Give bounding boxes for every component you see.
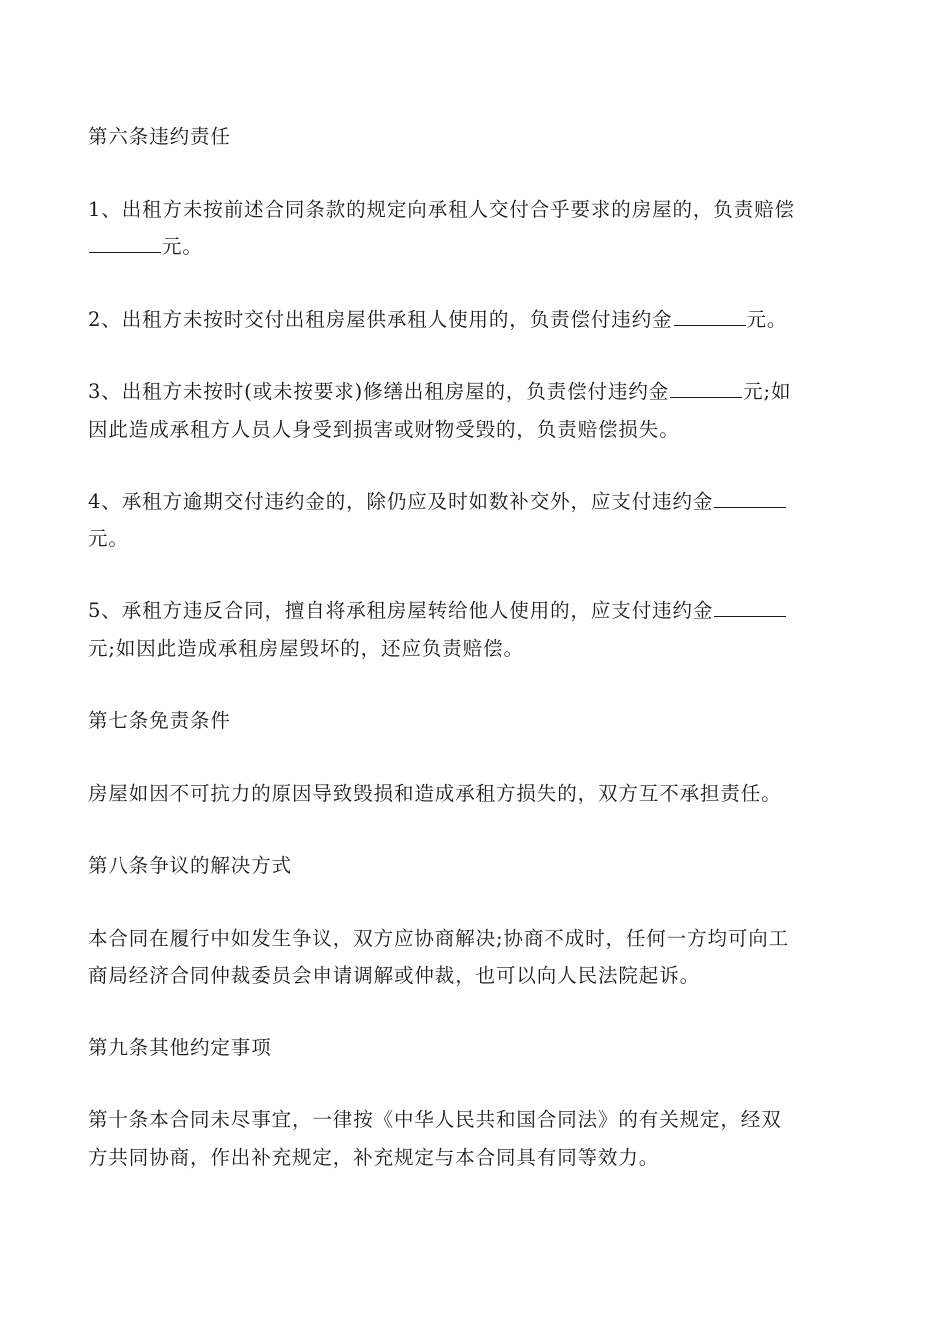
amount-blank <box>670 383 742 398</box>
article-10-line-1: 第十条本合同未尽事宜，一律按《中华人民共和国合同法》的有关规定，经双 <box>88 1108 782 1131</box>
article-6-item-3-line-2: 因此造成承租方人员人身受到损害或财物受毁的，负责赔偿损失。 <box>88 418 680 441</box>
article-6-item-5-line-2: 元;如因此造成承租房屋毁坏的，还应负责赔偿。 <box>88 637 524 660</box>
article-6-item-4-line-1 <box>88 482 787 522</box>
unit-text: 元。 <box>162 235 203 258</box>
unit-text: 元。 <box>746 308 788 331</box>
amount-blank <box>714 602 786 617</box>
article-6-item-4-line-2: 元。 <box>88 527 129 550</box>
article-6-item-1-line-2 <box>88 227 203 267</box>
article-6-title: 第六条违约责任 <box>88 125 231 148</box>
item-text: 4、承租方逾期交付违约金的，除仍应及时如数补交外，应支付违约金 <box>88 490 714 513</box>
amount-blank <box>674 311 746 326</box>
article-7-title: 第七条免责条件 <box>88 709 231 732</box>
article-6-item-5-line-1 <box>88 591 787 631</box>
item-text: 3、出租方未按时(或未按要求)修缮出租房屋的，负责偿付违约金 <box>88 380 670 403</box>
item-text: 2、出租方未按时交付出租房屋供承租人使用的，负责偿付违约金 <box>88 308 673 331</box>
unit-text: 元;如 <box>743 380 792 403</box>
article-6-item-2 <box>88 300 787 340</box>
article-8-body-line-1: 本合同在履行中如发生争议，双方应协商解决;协商不成时，任何一方均可向工 <box>88 927 790 950</box>
amount-blank <box>89 238 161 253</box>
article-9-title: 第九条其他约定事项 <box>88 1036 272 1059</box>
article-7-body: 房屋如因不可抗力的原因导致毁损和造成承租方损失的，双方互不承担责任。 <box>88 782 782 805</box>
article-8-body-line-2: 商局经济合同仲裁委员会申请调解或仲裁，也可以向人民法院起诉。 <box>88 964 701 987</box>
item-text: 5、承租方违反合同，擅自将承租房屋转给他人使用的，应支付违约金 <box>88 599 714 622</box>
article-8-title: 第八条争议的解决方式 <box>88 854 293 877</box>
article-6-item-1-line-1: 1、出租方未按前述合同条款的规定向承租人交付合乎要求的房屋的，负责赔偿 <box>88 198 795 221</box>
article-6-item-3-line-1 <box>88 372 791 412</box>
article-10-line-2: 方共同协商，作出补充规定，补充规定与本合同具有同等效力。 <box>88 1146 660 1169</box>
amount-blank <box>714 493 786 508</box>
